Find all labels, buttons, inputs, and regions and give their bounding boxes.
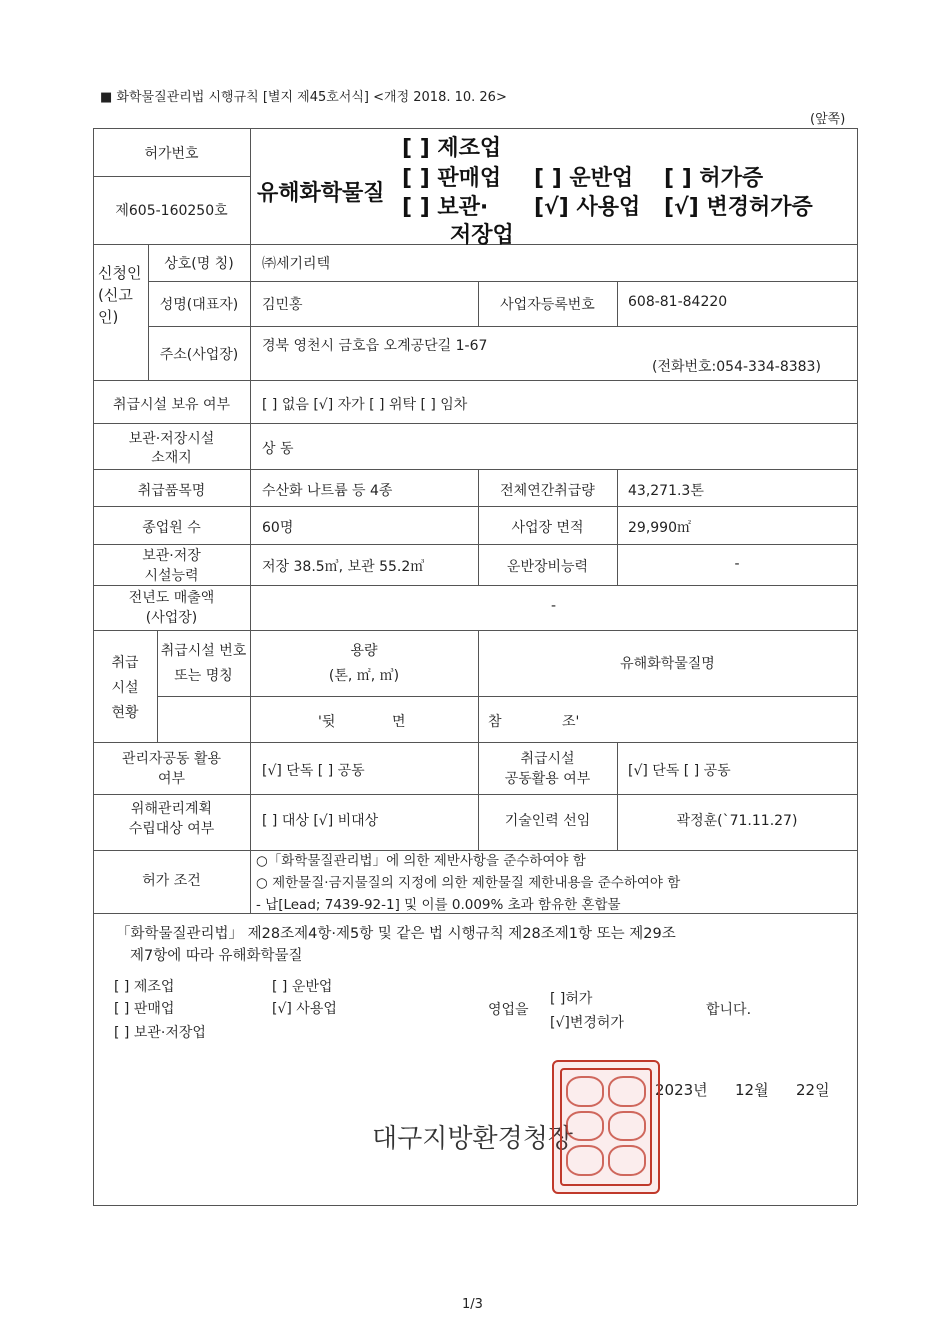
facility-status-label-3: 현황: [111, 705, 139, 721]
facility-id-header: 취급시설 번호: [160, 643, 247, 659]
page-number: 1/3: [462, 1297, 483, 1312]
joint-manager-label-2: 여부: [157, 771, 186, 787]
type-change-permit-cert: [√] 변경허가증: [664, 195, 813, 220]
option-use: [√] 사용업: [272, 1001, 337, 1017]
official-seal: [552, 1060, 660, 1194]
applicant-group-label: 신청인(신고인): [98, 264, 142, 326]
condition-1: ○「화학물질관리법」에 의한 제반사항을 준수하여야 함: [256, 853, 586, 869]
type-permit-cert: [ ] 허가증: [664, 166, 764, 191]
statement-end: 합니다.: [706, 1002, 752, 1018]
option-transport: [ ] 운반업: [272, 979, 333, 995]
risk-plan-label-2: 수립대상 여부: [128, 821, 215, 837]
facility-status-label-2: 시설: [111, 680, 139, 696]
capacity-label-2: 시설능력: [144, 568, 199, 584]
tech-staff-value: 곽정훈(`71.11.27): [676, 813, 798, 829]
employees-value: 60명: [262, 520, 294, 536]
business-no-label: 사업자등록번호: [500, 297, 595, 313]
capacity-value: 저장 38.5㎥, 보관 55.2㎥: [262, 559, 425, 575]
see-back-ref-1: '뒷: [318, 714, 336, 730]
address-label: 주소(사업장): [159, 347, 239, 363]
joint-manager-label: 관리자공동 활용: [121, 751, 222, 767]
option-change-permit: [√]변경허가: [550, 1015, 624, 1031]
items-label: 취급품목명: [137, 483, 206, 499]
statement-line-2: 제7항에 따라 유해화학물질: [130, 948, 303, 964]
employees-label: 종업원 수: [142, 520, 201, 536]
site-area-label: 사업장 면적: [511, 520, 584, 536]
date-year: 2023년: [655, 1081, 708, 1099]
transport-capacity-label: 운반장비능력: [506, 559, 589, 575]
type-manufacturing: [ ] 제조업: [402, 136, 502, 161]
joint-manager-value: [√] 단독 [ ] 공동: [262, 763, 365, 779]
condition-3: - 납[Lead; 7439-92-1] 및 이를 0.009% 초과 함유한 혼합물: [256, 897, 621, 913]
sales-value: -: [550, 598, 557, 614]
phone-number: (전화번호:054-334-8383): [652, 359, 821, 375]
issuer-name: 대구지방환경청장: [372, 1124, 573, 1154]
see-back-ref-3: 참: [488, 714, 502, 730]
joint-facility-label-2: 공동활용 여부: [504, 771, 591, 787]
see-back-ref-4: 조': [562, 714, 580, 730]
permit-number-label: 허가번호: [144, 146, 199, 162]
joint-facility-value: [√] 단독 [ ] 공동: [628, 763, 731, 779]
annual-volume-label: 전체연간취급량: [500, 483, 595, 499]
type-storage-cont: 저장업: [450, 223, 514, 248]
sales-label-2: (사업장): [145, 610, 198, 626]
page-side-label: (앞쪽): [810, 112, 846, 127]
company-name-value: ㈜세기리텍: [262, 256, 331, 272]
facility-id-header-2: 또는 명칭: [174, 668, 233, 684]
option-sales: [ ] 판매업: [114, 1001, 175, 1017]
facility-status-label: 취급: [111, 655, 139, 671]
option-permit: [ ]허가: [550, 991, 593, 1007]
hazardous-chem-title: 유해화학물질: [257, 181, 385, 206]
permit-number-value: 제605-160250호: [115, 203, 228, 219]
date-day: 22일: [796, 1081, 830, 1099]
storage-location-value: 상 동: [262, 441, 294, 457]
conditions-label: 허가 조건: [142, 873, 201, 889]
statement-line-1: 「화학물질관리법」 제28조제4항·제5항 및 같은 법 시행규칙 제28조제1항 또는 제29조: [116, 926, 676, 942]
facility-ownership-value: [ ] 없음 [√] 자가 [ ] 위탁 [ ] 임차: [262, 397, 468, 413]
facility-ownership-label: 취급시설 보유 여부: [112, 397, 231, 413]
address-value: 경북 영천시 금호읍 오계공단길 1-67: [262, 338, 488, 354]
type-use: [√] 사용업: [534, 195, 641, 220]
site-area-value: 29,990㎡: [628, 520, 691, 536]
tech-staff-label: 기술인력 선임: [504, 813, 591, 829]
form-reference: ■ 화학물질관리법 시행규칙 [별지 제45호서식] <개정 2018. 10. 26>: [100, 90, 507, 105]
representative-value: 김민홍: [262, 297, 303, 313]
items-value: 수산화 나트륨 등 4종: [262, 483, 393, 499]
risk-plan-label: 위해관리계획: [130, 801, 213, 817]
date-month: 12월: [735, 1081, 769, 1099]
capacity-header: 용량: [350, 643, 378, 659]
transport-capacity-value: -: [734, 556, 740, 572]
option-manufacturing: [ ] 제조업: [114, 979, 175, 995]
storage-location-label: 보관·저장시설: [128, 431, 215, 447]
business-word: 영업을: [488, 1002, 529, 1018]
joint-facility-label: 취급시설: [520, 751, 575, 767]
option-storage: [ ] 보관·저장업: [114, 1025, 206, 1041]
condition-2: ○ 제한물질·금지물질의 지정에 의한 제한물질 제한내용을 준수하여야 함: [256, 875, 681, 891]
storage-location-label-2: 소재지: [151, 450, 192, 466]
business-no-value: 608-81-84220: [628, 294, 728, 310]
capacity-unit-header: (톤, ㎡, ㎥): [328, 668, 400, 684]
representative-label: 성명(대표자): [159, 297, 239, 313]
sales-label: 전년도 매출액: [128, 590, 215, 606]
risk-plan-value: [ ] 대상 [√] 비대상: [262, 813, 379, 829]
type-storage: [ ] 보관·: [402, 195, 489, 220]
annual-volume-value: 43,271.3톤: [628, 483, 704, 499]
capacity-label: 보관·저장: [142, 548, 201, 564]
see-back-ref-2: 면: [392, 714, 406, 730]
type-sales: [ ] 판매업: [402, 166, 502, 191]
chemical-name-header: 유해화학물질명: [620, 656, 715, 672]
company-name-label: 상호(명 칭): [164, 256, 234, 272]
type-transport: [ ] 운반업: [534, 166, 634, 191]
